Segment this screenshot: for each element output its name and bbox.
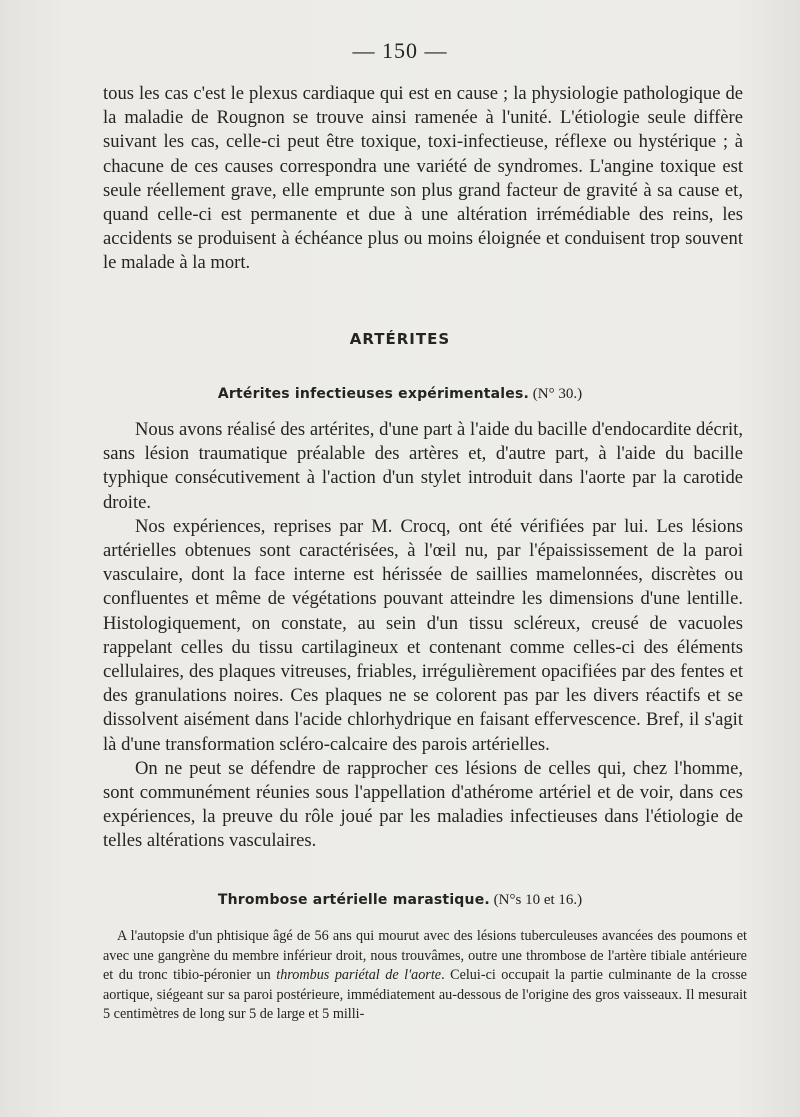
paragraph-2: Nos expériences, reprises par M. Crocq, ont été vérifiées par lui. Les lésions artérielles obtenues sont caractérisées, à l'œil nu, par l'épaississement de la paroi vasculaire, dont la face interne est hérissée de saillies mamelonnées, discrètes ou confluentes et même de végétations pouvant atteindre les dimensions d'une lentille. Histologiquement, on constate, au sein d'un tissu scléreux, creusé de vacuoles rappelant celles du tissu cartilagineux et contenant comme celles-ci des éléments cellulaires, des plaques vitreuses, friables, irrégulièrement opacifiées par des fentes et des granulations noires. Ces plaques ne se colorent pas par les divers réactifs et se dissolvent aisément dans l'acide chlorhydrique en faisant effervescence. Bref, il s'agit là d'une transformation scléro-calcaire des parois artérielles. xyxy=(103,515,743,755)
case-report-italic: thrombus pariétal de l'aorte xyxy=(276,967,442,984)
subsection-ref-2: (N°s 10 et 16.) xyxy=(493,892,583,908)
paragraph-3: On ne peut se défendre de rapprocher ces lésions de celles qui, chez l'homme, sont communément réunies sous l'appellation d'athérome artériel et de voir, dans ces expériences, la preuve du rôle joué par les maladies infectieuses dans l'étiologie de telles altérations vasculaires. xyxy=(103,757,743,852)
intro-paragraph-block xyxy=(103,82,743,276)
small-text-block xyxy=(103,927,747,1025)
subsection-title-1: Artérites infectieuses expérimentales. xyxy=(217,386,530,402)
subsection-title-2: Thrombose artérielle marastique. xyxy=(217,892,490,908)
case-report-text-2: . Celui-ci occupait la partie culminante de la crosse aortique, siégeant sur sa paroi postérieure, immédiatement au-dessous de l'origine des gros vaisseaux. Il mesurait 5 centimètres de long sur 5 de large et 5 milli- xyxy=(103,967,747,1023)
case-report-text-1: A l'autopsie d'un phtisique âgé de 56 ans qui mourut avec des lésions tuberculeuses avancées des poumons et avec une gangrène du membre inférieur droit, nous trouvâmes, outre une thrombose de l'artère tibiale antérieure et du tronc tibio-péronier un xyxy=(103,928,747,984)
section-title: ARTÉRITES xyxy=(349,330,451,348)
main-text-block xyxy=(103,418,743,854)
page-number: — 150 — xyxy=(352,38,448,63)
paragraph-1: Nous avons réalisé des artérites, d'une part à l'aide du bacille d'endocardite décrit, sans lésion traumatique préalable des artères et, d'autre part, à l'aide du bacille typhique consécutivement à l'action d'un stylet introduit dans l'aorte par la carotide droite. xyxy=(103,419,743,513)
subsection-heading-2 xyxy=(0,892,800,909)
intro-paragraph: tous les cas c'est le plexus cardiaque qui est en cause ; la physiologie pathologique de la maladie de Rougnon se trouve ainsi ramenée à l'unité. L'étiologie seule diffère suivant les cas, celle-ci peut être toxique, toxi-infectieuse, réflexe ou hystérique ; à chacune de ces causes correspondra une variété de syndromes. L'angine toxique est seule réellement grave, elle emprunte son plus grand facteur de gravité à sa cause et, quand celle-ci est permanente et due à une altération irrémédiable des reins, les accidents se produisent à échéance plus ou moins éloignée et conduisent trop souvent le malade à la mort. xyxy=(103,83,743,274)
case-report-paragraph xyxy=(103,927,747,1025)
subsection-heading-1 xyxy=(0,386,800,403)
subsection-ref-1: (N° 30.) xyxy=(532,386,583,402)
